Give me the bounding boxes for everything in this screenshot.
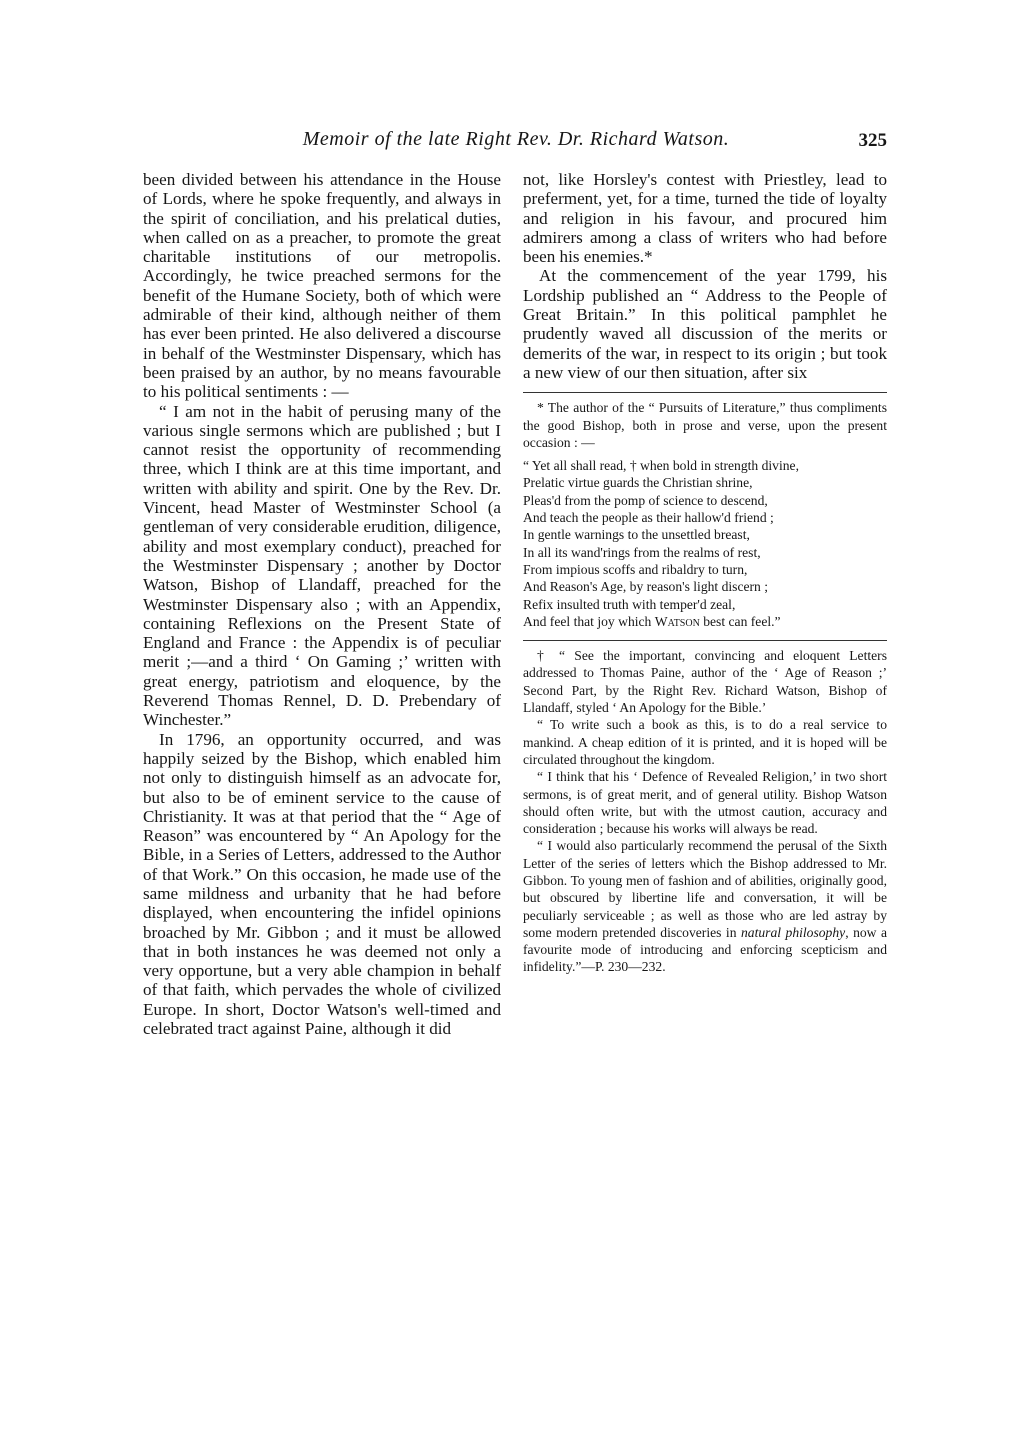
- verse-line: “ Yet all shall read, † when bold in strength divine,: [523, 458, 799, 474]
- verse-line: And teach the people as their hallow'd friend ;: [523, 510, 774, 526]
- verse-line: From impious scoffs and ribaldry to turn,: [523, 561, 748, 577]
- verse-quotation: [523, 457, 887, 630]
- page-number: 325: [858, 130, 887, 151]
- running-head: [145, 128, 887, 162]
- footnote-separator: [523, 392, 887, 393]
- verse-line: In gentle warnings to the unsettled breast,: [523, 527, 750, 543]
- footnote-letters-to-paine: † “ See the important, convincing and eloquent Letters addressed to Thomas Paine, author of the ‘ Age of Reason ;’ Second Part, by the Right Rev. Richard Watson, Bishop of Llandaff, styled ‘ An Apology for the Bible.’: [523, 648, 887, 716]
- verse-line-last: [523, 613, 887, 630]
- left-column: [143, 170, 501, 1038]
- verse-line: And Reason's Age, by reason's light discern ;: [523, 579, 769, 595]
- footnote-text: , now a favourite mode of introducing and enforcing scepticism and infidelity.”—P. 230—232.: [523, 924, 888, 975]
- footnote-letters-to-gibbon: [523, 837, 887, 975]
- footnote-pursuits-of-literature: * The author of the “ Pursuits of Literature,” thus compliments the good Bishop, both in prose and verse, upon the present occasion : —: [523, 400, 887, 450]
- right-column: [523, 170, 887, 976]
- paragraph-apology-for-bible: In 1796, an opportunity occurred, and was happily seized by the Bishop, which enabled him not only to distinguish himself as an advocate for, but also to be of eminent service to the cause of Christianity. It was at that period that the “ Age of Reason” was encountered by “ An Apology for the Bible, in a Series of Letters, addressed to the Author of that Work.” On this occasion, he made use of the same mildness and urbanity that he had before displayed, when encountering the infidel opinions broached by Mr. Gibbon ; and it must be allowed that in both instances he was deemed not only a very opportune, but a very able champion in behalf of that faith, which pervades the whole of civilized Europe. In short, Doctor Watson's well-timed and celebrated tract against Paine, although it did: [143, 729, 501, 1039]
- verse-line: In all its wand'rings from the realms of rest,: [523, 544, 761, 560]
- footnote-text: “ I would also particularly recommend the perusal of the Sixth Letter of the series of letters which the Bishop addressed to Mr. Gibbon. To young men of fashion and of abilities, originally good, but obscured by libertine life and conversation, it will be peculiarly serviceable ; as well as those who are led astray by some modern pretended discoveries in: [523, 838, 887, 940]
- paragraph-address-1799: At the commencement of the year 1799, his Lordship published an “ Address to the People of Great Britain.” In this political pamphlet he prudently waved all discussion of the merits or demerits of the war, in respect to its origin ; but took a new view of our then situation, after six: [523, 266, 887, 382]
- footnote-defence-revealed-religion: “ I think that his ‘ Defence of Revealed Religion,’ in two short sermons, is of great merit, and of general utility. Bishop Watson should often write, but with the utmost caution, accuracy and consideration ; because his works will always be read.: [523, 769, 887, 837]
- running-title: Memoir of the late Right Rev. Dr. Richard Watson.: [302, 128, 730, 150]
- verse-line: Prelatic virtue guards the Christian shrine,: [523, 475, 753, 491]
- verse-line: Refix insulted truth with temper'd zeal,: [523, 596, 736, 612]
- watson-name: Watson: [654, 613, 700, 629]
- verse-text: And feel that joy which: [523, 613, 655, 629]
- footnote-separator: [523, 640, 887, 641]
- verse-text: best can feel.”: [699, 613, 781, 629]
- paragraph-house-of-lords: been divided between his attendance in the House of Lords, where he spoke frequently, and always in the spirit of conciliation, and his prelatical duties, when called on as a preacher, to promote the great charitable institutions of our metropolis. Accordingly, he twice preached sermons for the benefit of the Humane Society, both of which were admirable of their kind, although neither of them has ever been printed. He also delivered a discourse in behalf of the Westminster Dispensary, which has been praised by an author, by no means favourable to his political sentiments : —: [143, 170, 501, 402]
- verse-line: Pleas'd from the pomp of science to descend,: [523, 492, 768, 508]
- footnote-cheap-edition: “ To write such a book as this, is to do a real service to mankind. A cheap edition of it is printed, and it is hoped will be circulated throughout the kingdom.: [523, 717, 887, 767]
- paragraph-horsley-contest: not, like Horsley's contest with Priestley, lead to preferment, yet, for a time, turned the tide of loyalty and religion in his favour, and procured him admirers among a class of writers who had before been his enemies.*: [523, 170, 887, 267]
- quotation-sermons: “ I am not in the habit of perusing many of the various single sermons which are published ; but I cannot resist the opportunity of recommending three, which I think are at this time important, and written with ability and spirit. One by the Rev. Dr. Vincent, head Master of Westminster School (a gentleman of very considerable erudition, diligence, ability and most exemplary conduct), preached for the Westminster Dispensary ; another by Doctor Watson, Bishop of Llandaff, preached for the Westminster Dispensary also ; with an Appendix, containing Reflexions on the Present State of England and France : the Appendix is of peculiar merit ;—and a third ‘ On Gaming ;’ written with great energy, patriotism and eloquence, by the Reverend Thomas Rennel, D. D. Prebendary of Winchester.”: [143, 401, 501, 730]
- natural-philosophy-phrase: natural philosophy: [741, 924, 846, 940]
